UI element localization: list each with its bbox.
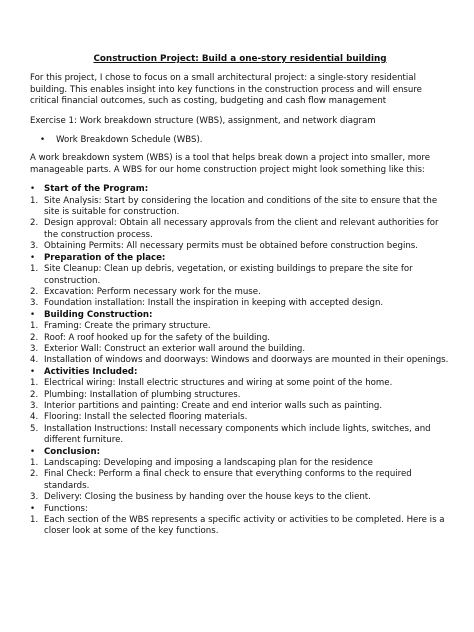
section-heading-text: Activities Included: [44,366,138,377]
list-item-text: Installation of windows and doorways: Windows and doorways are mounted in their openings. [44,355,449,366]
list-number: 2. [30,286,39,297]
section-heading-text: Start of the Program: [44,184,149,195]
intro-paragraph: For this project, I chose to focus on a small architectural project: a single-story residential building. This enables insight into key functions in the construction process and will ensure critical financial outcomes, such as costing, budgeting and cash flow management [30,73,422,107]
bullet-marker: • [40,135,46,146]
list-item-text: Roof: A roof hooked up for the safety of the building. [44,332,271,343]
list-item-text: Each section of the WBS represents a specific activity or activities to be completed. Here is a closer look at some of the key functions. [44,515,445,537]
document-title: Construction Project: Build a one-story residential building [93,54,387,64]
section-heading [30,504,450,515]
section-heading-text: Conclusion: [44,446,101,457]
bullet-marker: • [30,309,36,320]
list-item [30,390,450,401]
exercise-heading: Exercise 1: Work breakdown structure (WBS), assignment, and network diagram [30,115,376,126]
bullet-marker: • [30,366,36,377]
list-number: 1. [30,378,39,389]
list-item-text: Site Analysis: Start by considering the location and conditions of the site to ensure that the site is suitable for construction. [44,195,438,218]
bullet-marker: • [30,446,36,457]
section-heading [30,447,450,458]
list-item-text: Exterior Wall: Construct an exterior wall around the building. [44,343,306,354]
list-item-text: Installation Instructions: Install necessary components which include lights, switches, and different furniture. [44,423,431,446]
wbs-sections [30,184,450,538]
list-item [30,401,450,412]
list-number: 3. [30,298,39,309]
section-heading-text: Functions: [44,503,88,514]
list-item [30,412,450,423]
list-number: 5. [30,423,39,434]
wbs-section [30,504,450,538]
list-number: 2. [30,332,39,343]
list-item-text: Site Cleanup: Clean up debris, vegetation, or existing buildings to prepare the site for construction. [44,264,413,286]
wbs-section [30,367,450,447]
list-item [30,469,450,492]
section-heading [30,253,450,264]
list-item-text: Obtaining Permits: All necessary permits must be obtained before construction begins. [44,241,418,252]
bullet-marker: • [30,503,36,514]
list-item-text: Flooring: Install the selected flooring materials. [44,412,248,423]
list-item-text: Excavation: Perform necessary work for the muse. [44,286,261,297]
section-heading-text: Preparation of the place: [44,252,166,263]
list-item [30,321,450,332]
list-item-text: Final Check: Perform a final check to ensure that everything conforms to the required standards. [44,469,412,491]
list-item [30,298,450,309]
list-number: 3. [30,343,39,354]
bullet-marker: • [30,184,36,195]
wbs-bullet-text: Work Breakdown Schedule (WBS). [56,135,203,146]
list-item [30,333,450,344]
list-item [30,424,450,447]
list-number: 2. [30,218,39,229]
list-item-text: Interior partitions and painting: Create and end interior walls such as painting. [44,400,383,411]
document-body [30,54,450,538]
list-number: 4. [30,412,39,423]
list-item-text: Design approval: Obtain all necessary approvals from the client and relevant authorities for the construction process. [44,218,439,240]
list-item [30,287,450,298]
list-number: 1. [30,264,39,275]
list-item-text: Landscaping: Developing and imposing a landscaping plan for the residence [44,458,373,468]
list-number: 3. [30,400,39,411]
list-number: 1. [30,195,39,206]
wbs-section [30,310,450,367]
list-number: 1. [30,321,39,332]
list-item-text: Plumbing: Installation of plumbing structures. [44,389,241,400]
list-item [30,196,450,219]
list-number: 3. [30,492,39,503]
list-item [30,378,450,389]
wbs-bullet [40,135,450,146]
list-number: 1. [30,458,39,468]
list-item-text: Framing: Create the primary structure. [44,321,211,332]
list-number: 2. [30,469,39,480]
list-item-text: Electrical wiring: Install electric structures and wiring at some point of the home. [44,378,393,389]
section-heading-text: Building Construction: [44,309,153,320]
list-number: 2. [30,389,39,400]
wbs-description: A work breakdown system (WBS) is a tool that helps break down a project into smaller, more manageable parts. A WBS for our home construction project might look something like this: [30,153,431,175]
list-item-text: Foundation installation: Install the inspiration in keeping with accepted design. [44,298,384,309]
list-item [30,515,450,538]
list-item [30,355,450,366]
list-number: 4. [30,355,39,366]
list-number: 1. [30,515,39,526]
wbs-section [30,253,450,310]
list-item [30,344,450,355]
wbs-section [30,447,450,504]
wbs-section [30,184,450,252]
list-item [30,241,450,252]
list-item [30,492,450,503]
section-heading [30,310,450,321]
list-item [30,264,450,287]
list-number: 3. [30,241,39,252]
section-heading [30,184,450,195]
list-item-text: Delivery: Closing the business by handing over the house keys to the client. [44,492,371,503]
bullet-marker: • [30,252,36,263]
list-item [30,458,450,469]
list-item [30,218,450,241]
section-heading [30,367,450,378]
